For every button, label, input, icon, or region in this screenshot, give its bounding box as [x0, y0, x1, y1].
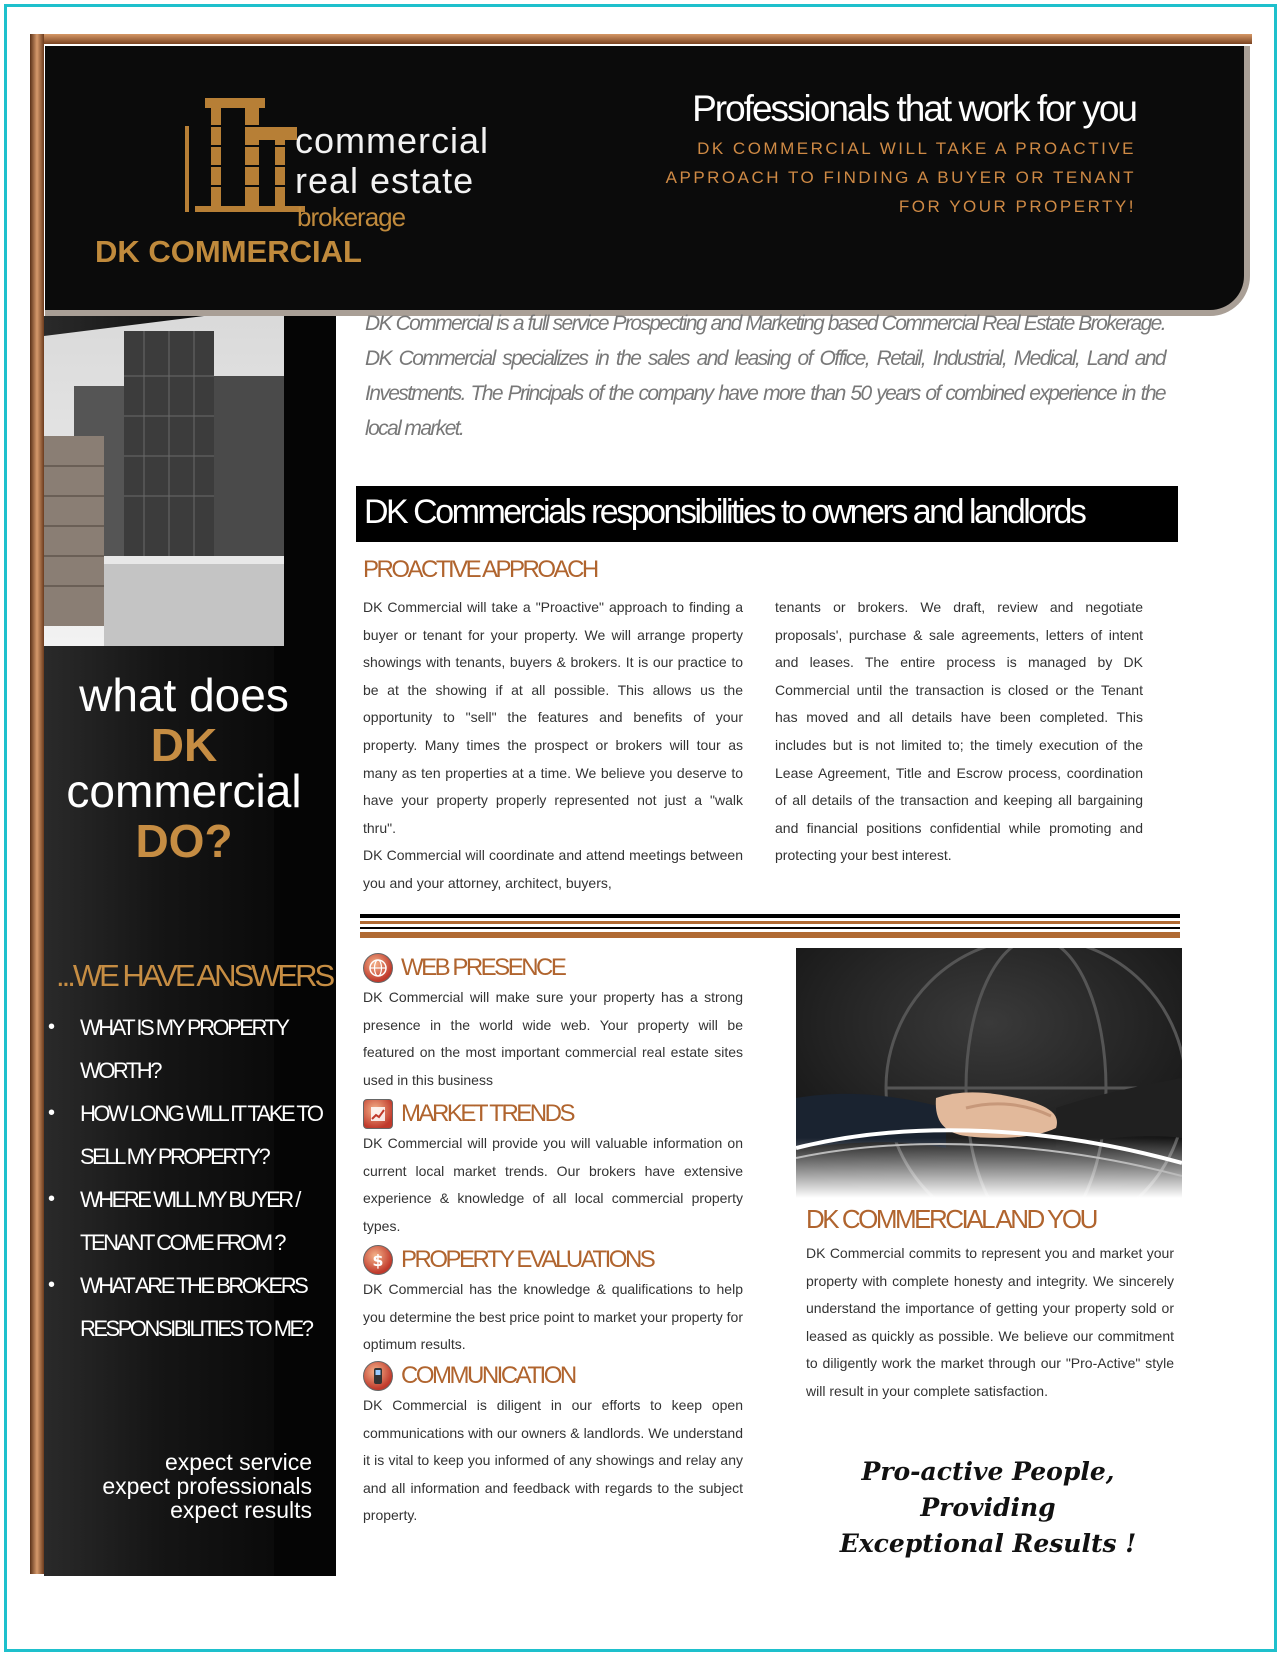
service-web-presence [363, 952, 743, 1094]
service-title: MARKET TRENDS [401, 1100, 573, 1127]
responsibilities-heading: DK Commercials responsibilities to owners and landlords [364, 493, 1085, 531]
dk-and-you-heading: DK COMMERCIAL AND YOU [806, 1204, 1096, 1234]
question-line-1: what does [79, 669, 289, 721]
service-market-trends [363, 1098, 743, 1240]
proactive-column-1 [363, 594, 743, 898]
brand-name: DK COMMERCIAL [95, 234, 362, 269]
question-line-4: DO? [135, 815, 233, 867]
section-divider [360, 914, 1180, 942]
expect-line: expect professionals [102, 1473, 312, 1499]
faq-item: • WHAT ARE THE BROKERS RESPONSIBILITIES TO ME? [44, 1264, 334, 1350]
expect-block [44, 1450, 312, 1522]
svg-text:$: $ [372, 1251, 384, 1270]
header-title: Professionals that work for you [692, 88, 1136, 129]
service-property-evaluations [363, 1244, 743, 1359]
intro-paragraph: DK Commercial is a full service Prospecting and Marketing based Commercial Real Estate Brokerage. DK Commercial specializes in the sales and leasing of Office, Retail, Industrial, Medical, Land and Investments. The Principals of the company have more than 50 years of combined experience in the local market. [365, 312, 1165, 440]
faq-item: • WHERE WILL MY BUYER / TENANT COME FROM ? [44, 1178, 334, 1264]
proactive-paragraph: DK Commercial will coordinate and attend meetings between you and your attorney, architect, buyers, [363, 847, 743, 891]
copper-top-bar [40, 34, 1252, 44]
faq-list [44, 1006, 334, 1350]
header-subtitle: DK COMMERCIAL WILL TAKE A PROACTIVE APPROACH TO FINDING A BUYER OR TENANT FOR YOUR PROPERTY! [665, 139, 1136, 216]
phone-icon [363, 1361, 393, 1391]
slogan [818, 1454, 1158, 1562]
service-text: DK Commercial has the knowledge & qualifications to help you determine the best price point to market your property for optimum results. [363, 1281, 743, 1352]
globe-icon [363, 953, 393, 983]
expect-line: expect results [170, 1497, 312, 1523]
logo-text-real-estate: real estate [295, 160, 475, 201]
answers-heading: ...WE HAVE ANSWERS [56, 958, 333, 993]
service-title: PROPERTY EVALUATIONS [401, 1246, 654, 1273]
responsibilities-banner [356, 486, 1178, 542]
sidebar [44, 316, 336, 1576]
slogan-line: Exceptional Results ! [839, 1529, 1137, 1558]
question-line-3: commercial [66, 765, 302, 817]
handshake-photo [796, 948, 1182, 1198]
proactive-heading: PROACTIVE APPROACH [363, 556, 597, 583]
copper-left-bar [30, 34, 44, 1574]
proactive-paragraph: tenants or brokers. We draft, review and negotiate proposals', purchase & sale agreements, letters of intent and leases. The entire process is managed by DK Commercial until the transaction is closed or the Tenant has moved and all details have been completed. This includes but is not limited to; the timely execution of the Lease Agreement, Title and Escrow process, coordination of all details of the transaction and keeping all bargaining and financial positions confidential while promoting and protecting your best interest. [775, 599, 1143, 864]
chart-icon [363, 1099, 393, 1129]
flyer [30, 34, 1258, 1634]
faq-item: • HOW LONG WILL IT TAKE TO SELL MY PROPERTY? [44, 1092, 334, 1178]
service-text: DK Commercial will make sure your property has a strong presence in the world wide web. Your property will be featured on the most important commercial real estate sites used in this business [363, 989, 743, 1088]
dollar-icon [363, 1245, 393, 1275]
service-communication [363, 1360, 743, 1530]
slogan-line: Pro-active People, Providing [861, 1457, 1115, 1522]
logo-text-brokerage: brokerage [297, 202, 406, 232]
service-title: WEB PRESENCE [401, 954, 565, 981]
service-text: DK Commercial is diligent in our efforts to keep open communications with our owners & landlords. We understand it is vital to keep you informed of any showings and relay any and all information and feedback with regards to the subject property. [363, 1397, 743, 1523]
logo-text-commercial: commercial [295, 120, 490, 161]
office-building-photo [44, 316, 284, 646]
proactive-column-2 [775, 594, 1143, 870]
service-title: COMMUNICATION [401, 1362, 575, 1389]
dk-and-you-text: DK Commercial commits to represent you and market your property with complete honesty and integrity. We sincerely understand the importance of getting your property sold or leased as quickly as possible. We believe our commitment to diligently work the market through our "Pro-Active" style will result in your complete satisfaction. [806, 1245, 1174, 1399]
expect-line: expect service [164, 1449, 312, 1475]
header-banner [45, 46, 1250, 316]
building-logo-icon [175, 86, 315, 226]
question-line-2: DK [150, 719, 218, 771]
service-text: DK Commercial will provide you will valuable information on current local market trends. Our brokers have extensive experience & knowledge of all local commercial property types. [363, 1135, 743, 1234]
proactive-paragraph: DK Commercial will take a "Proactive" approach to finding a buyer or tenant for your property. We will arrange property showings with tenants, buyers & brokers. It is our practice to be at the showing if at all possible. This allows us the opportunity to "sell" the features and benefits of your property. Many times the prospect or brokers will tour as many as ten properties at a time. We believe you deserve to have your property properly represented not just a "walk thru". [363, 599, 743, 836]
faq-item: • WHAT IS MY PROPERTY WORTH? [44, 1006, 334, 1092]
